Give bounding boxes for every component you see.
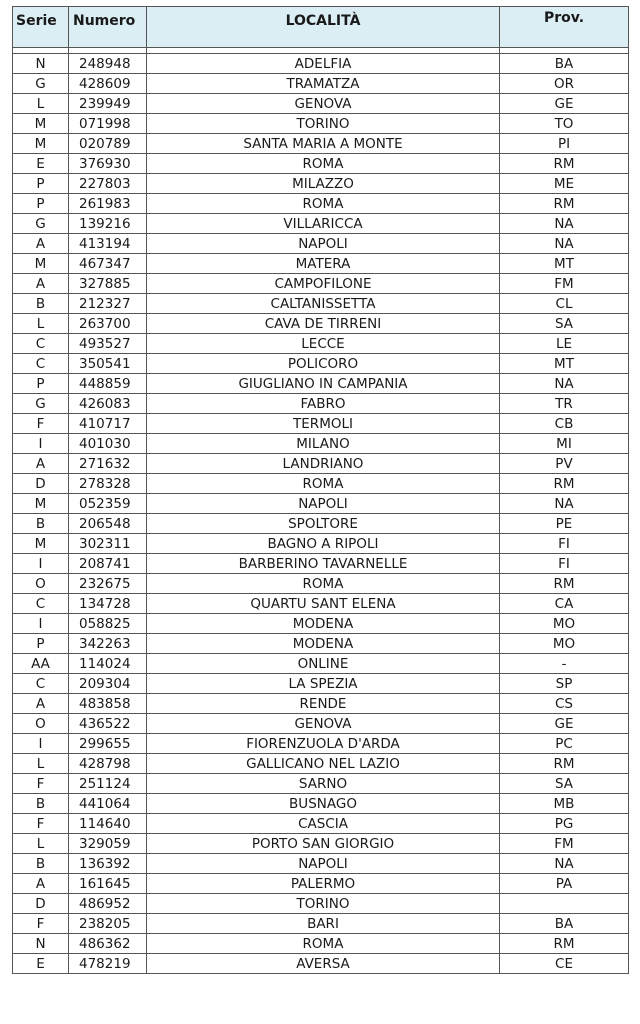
cell-numero: 071998 (69, 114, 147, 134)
cell-serie: A (13, 874, 69, 894)
table-row (13, 214, 629, 234)
table-row (13, 914, 629, 934)
cell-numero: 278328 (69, 474, 147, 494)
cell-prov: PE (500, 514, 629, 534)
cell-numero: 426083 (69, 394, 147, 414)
cell-localita: PORTO SAN GIORGIO (147, 834, 500, 854)
cell-localita: ONLINE (147, 654, 500, 674)
table-row (13, 54, 629, 74)
cell-prov: OR (500, 74, 629, 94)
cell-numero: 486952 (69, 894, 147, 914)
cell-localita: ROMA (147, 934, 500, 954)
cell-localita: MODENA (147, 614, 500, 634)
cell-numero: 486362 (69, 934, 147, 954)
table-row (13, 134, 629, 154)
cell-serie: P (13, 374, 69, 394)
cell-serie: C (13, 594, 69, 614)
table-row (13, 174, 629, 194)
table-row (13, 394, 629, 414)
table-row (13, 94, 629, 114)
cell-serie: I (13, 434, 69, 454)
cell-prov: RM (500, 574, 629, 594)
cell-localita: NAPOLI (147, 234, 500, 254)
table-row (13, 154, 629, 174)
table-row (13, 894, 629, 914)
table-row (13, 714, 629, 734)
cell-localita: TORINO (147, 114, 500, 134)
cell-localita: TORINO (147, 894, 500, 914)
cell-localita: LA SPEZIA (147, 674, 500, 694)
table-row (13, 554, 629, 574)
cell-numero: 232675 (69, 574, 147, 594)
cell-prov: RM (500, 194, 629, 214)
cell-serie: M (13, 254, 69, 274)
cell-numero: 263700 (69, 314, 147, 334)
cell-numero: 299655 (69, 734, 147, 754)
cell-serie: B (13, 514, 69, 534)
cell-numero: 058825 (69, 614, 147, 634)
table-row (13, 114, 629, 134)
cell-prov: GE (500, 94, 629, 114)
table-row (13, 454, 629, 474)
cell-prov: BA (500, 914, 629, 934)
cell-localita: SARNO (147, 774, 500, 794)
table-header (13, 7, 629, 48)
header-localita: LOCALITÀ (147, 7, 500, 48)
cell-numero: 136392 (69, 854, 147, 874)
cell-prov: CL (500, 294, 629, 314)
cell-localita: ROMA (147, 474, 500, 494)
cell-localita: BAGNO A RIPOLI (147, 534, 500, 554)
table-row (13, 234, 629, 254)
table-row (13, 354, 629, 374)
cell-localita: QUARTU SANT ELENA (147, 594, 500, 614)
cell-numero: 401030 (69, 434, 147, 454)
cell-numero: 052359 (69, 494, 147, 514)
cell-prov: TO (500, 114, 629, 134)
cell-prov: RM (500, 754, 629, 774)
cell-numero: 238205 (69, 914, 147, 934)
header-serie: Serie (13, 7, 69, 48)
cell-numero: 441064 (69, 794, 147, 814)
cell-serie: L (13, 834, 69, 854)
cell-numero: 493527 (69, 334, 147, 354)
cell-localita: LECCE (147, 334, 500, 354)
cell-serie: M (13, 114, 69, 134)
cell-prov: GE (500, 714, 629, 734)
cell-serie: E (13, 154, 69, 174)
cell-localita: POLICORO (147, 354, 500, 374)
cell-prov: CE (500, 954, 629, 974)
cell-serie: C (13, 354, 69, 374)
cell-prov: MO (500, 614, 629, 634)
cell-numero: 134728 (69, 594, 147, 614)
cell-prov: CB (500, 414, 629, 434)
cell-localita: GENOVA (147, 714, 500, 734)
cell-numero: 467347 (69, 254, 147, 274)
cell-serie: A (13, 454, 69, 474)
table-row (13, 294, 629, 314)
cell-localita: GENOVA (147, 94, 500, 114)
cell-serie: A (13, 694, 69, 714)
cell-numero: 209304 (69, 674, 147, 694)
cell-localita: CAVA DE TIRRENI (147, 314, 500, 334)
cell-serie: M (13, 534, 69, 554)
cell-serie: L (13, 94, 69, 114)
cell-serie: G (13, 74, 69, 94)
cell-serie: F (13, 914, 69, 934)
cell-serie: D (13, 894, 69, 914)
cell-localita: ROMA (147, 194, 500, 214)
cell-localita: NAPOLI (147, 494, 500, 514)
cell-serie: O (13, 714, 69, 734)
cell-prov: - (500, 654, 629, 674)
cell-numero: 261983 (69, 194, 147, 214)
table-row (13, 74, 629, 94)
cell-serie: L (13, 314, 69, 334)
cell-prov: NA (500, 234, 629, 254)
cell-localita: ROMA (147, 154, 500, 174)
cell-numero: 410717 (69, 414, 147, 434)
cell-prov: LE (500, 334, 629, 354)
cell-localita: TRAMATZA (147, 74, 500, 94)
table-row (13, 774, 629, 794)
cell-prov: PC (500, 734, 629, 754)
cell-prov: PA (500, 874, 629, 894)
cell-prov: MO (500, 634, 629, 654)
cell-prov (500, 894, 629, 914)
cell-serie: N (13, 54, 69, 74)
cell-numero: 350541 (69, 354, 147, 374)
cell-numero: 206548 (69, 514, 147, 534)
table-row (13, 514, 629, 534)
cell-localita: PALERMO (147, 874, 500, 894)
cell-prov: MI (500, 434, 629, 454)
cell-numero: 413194 (69, 234, 147, 254)
cell-numero: 448859 (69, 374, 147, 394)
cell-localita: RENDE (147, 694, 500, 714)
cell-localita: GIUGLIANO IN CAMPANIA (147, 374, 500, 394)
cell-numero: 251124 (69, 774, 147, 794)
cell-prov: RM (500, 474, 629, 494)
cell-numero: 302311 (69, 534, 147, 554)
results-table-container (12, 6, 628, 974)
cell-localita: ADELFIA (147, 54, 500, 74)
cell-localita: ROMA (147, 574, 500, 594)
cell-serie: B (13, 854, 69, 874)
cell-serie: I (13, 554, 69, 574)
table-row (13, 434, 629, 454)
cell-localita: SANTA MARIA A MONTE (147, 134, 500, 154)
cell-prov: CA (500, 594, 629, 614)
cell-localita: MILANO (147, 434, 500, 454)
cell-localita: FABRO (147, 394, 500, 414)
table-row (13, 254, 629, 274)
table-row (13, 494, 629, 514)
cell-localita: MODENA (147, 634, 500, 654)
cell-serie: L (13, 754, 69, 774)
cell-numero: 329059 (69, 834, 147, 854)
table-row (13, 614, 629, 634)
table-row (13, 314, 629, 334)
cell-serie: F (13, 814, 69, 834)
header-row (13, 7, 629, 48)
cell-localita: MATERA (147, 254, 500, 274)
cell-prov: PV (500, 454, 629, 474)
cell-localita: SPOLTORE (147, 514, 500, 534)
cell-numero: 478219 (69, 954, 147, 974)
cell-prov: FI (500, 554, 629, 574)
table-row (13, 854, 629, 874)
table-row (13, 814, 629, 834)
cell-numero: 428609 (69, 74, 147, 94)
cell-numero: 376930 (69, 154, 147, 174)
cell-serie: I (13, 614, 69, 634)
cell-numero: 239949 (69, 94, 147, 114)
cell-localita: BARI (147, 914, 500, 934)
cell-prov: NA (500, 494, 629, 514)
cell-localita: LANDRIANO (147, 454, 500, 474)
cell-prov: TR (500, 394, 629, 414)
cell-localita: CASCIA (147, 814, 500, 834)
table-body (13, 48, 629, 974)
table-row (13, 834, 629, 854)
cell-prov: SP (500, 674, 629, 694)
cell-localita: BUSNAGO (147, 794, 500, 814)
results-table (12, 6, 629, 974)
cell-localita: AVERSA (147, 954, 500, 974)
table-row (13, 794, 629, 814)
table-row (13, 374, 629, 394)
table-row (13, 674, 629, 694)
cell-serie: I (13, 734, 69, 754)
cell-numero: 020789 (69, 134, 147, 154)
cell-localita: FIORENZUOLA D'ARDA (147, 734, 500, 754)
cell-numero: 248948 (69, 54, 147, 74)
cell-prov: MB (500, 794, 629, 814)
cell-prov: SA (500, 774, 629, 794)
cell-serie: D (13, 474, 69, 494)
cell-serie: A (13, 234, 69, 254)
cell-localita: TERMOLI (147, 414, 500, 434)
cell-serie: C (13, 674, 69, 694)
cell-numero: 428798 (69, 754, 147, 774)
header-prov: Prov. (500, 7, 629, 48)
cell-localita: NAPOLI (147, 854, 500, 874)
cell-serie: P (13, 174, 69, 194)
cell-prov: FM (500, 274, 629, 294)
cell-prov: NA (500, 854, 629, 874)
cell-localita: VILLARICCA (147, 214, 500, 234)
table-row (13, 194, 629, 214)
cell-prov: CS (500, 694, 629, 714)
cell-localita: BARBERINO TAVARNELLE (147, 554, 500, 574)
cell-serie: B (13, 294, 69, 314)
cell-localita: CAMPOFILONE (147, 274, 500, 294)
cell-serie: F (13, 414, 69, 434)
cell-serie: M (13, 134, 69, 154)
cell-numero: 342263 (69, 634, 147, 654)
cell-prov: NA (500, 214, 629, 234)
table-row (13, 274, 629, 294)
cell-numero: 114024 (69, 654, 147, 674)
table-row (13, 634, 629, 654)
table-row (13, 334, 629, 354)
cell-numero: 436522 (69, 714, 147, 734)
cell-serie: M (13, 494, 69, 514)
cell-prov: RM (500, 934, 629, 954)
table-row (13, 694, 629, 714)
cell-serie: C (13, 334, 69, 354)
cell-prov: PI (500, 134, 629, 154)
table-row (13, 474, 629, 494)
cell-prov: NA (500, 374, 629, 394)
header-numero: Numero (69, 7, 147, 48)
cell-prov: MT (500, 254, 629, 274)
cell-serie: P (13, 634, 69, 654)
cell-serie: B (13, 794, 69, 814)
cell-localita: CALTANISSETTA (147, 294, 500, 314)
cell-serie: N (13, 934, 69, 954)
cell-numero: 139216 (69, 214, 147, 234)
cell-serie: G (13, 214, 69, 234)
cell-prov: RM (500, 154, 629, 174)
cell-prov: SA (500, 314, 629, 334)
cell-serie: F (13, 774, 69, 794)
cell-prov: ME (500, 174, 629, 194)
cell-numero: 227803 (69, 174, 147, 194)
cell-prov: FM (500, 834, 629, 854)
table-row (13, 654, 629, 674)
cell-prov: MT (500, 354, 629, 374)
cell-localita: GALLICANO NEL LAZIO (147, 754, 500, 774)
cell-serie: G (13, 394, 69, 414)
cell-serie: O (13, 574, 69, 594)
cell-numero: 271632 (69, 454, 147, 474)
cell-serie: E (13, 954, 69, 974)
table-row (13, 754, 629, 774)
cell-numero: 212327 (69, 294, 147, 314)
table-row (13, 954, 629, 974)
cell-numero: 327885 (69, 274, 147, 294)
cell-prov: PG (500, 814, 629, 834)
table-row (13, 574, 629, 594)
table-row (13, 874, 629, 894)
table-row (13, 534, 629, 554)
cell-numero: 161645 (69, 874, 147, 894)
table-row (13, 414, 629, 434)
cell-numero: 208741 (69, 554, 147, 574)
table-row (13, 934, 629, 954)
cell-numero: 114640 (69, 814, 147, 834)
cell-serie: P (13, 194, 69, 214)
cell-serie: A (13, 274, 69, 294)
cell-prov: BA (500, 54, 629, 74)
table-row (13, 734, 629, 754)
cell-numero: 483858 (69, 694, 147, 714)
cell-prov: FI (500, 534, 629, 554)
cell-localita: MILAZZO (147, 174, 500, 194)
table-row (13, 594, 629, 614)
cell-serie: AA (13, 654, 69, 674)
